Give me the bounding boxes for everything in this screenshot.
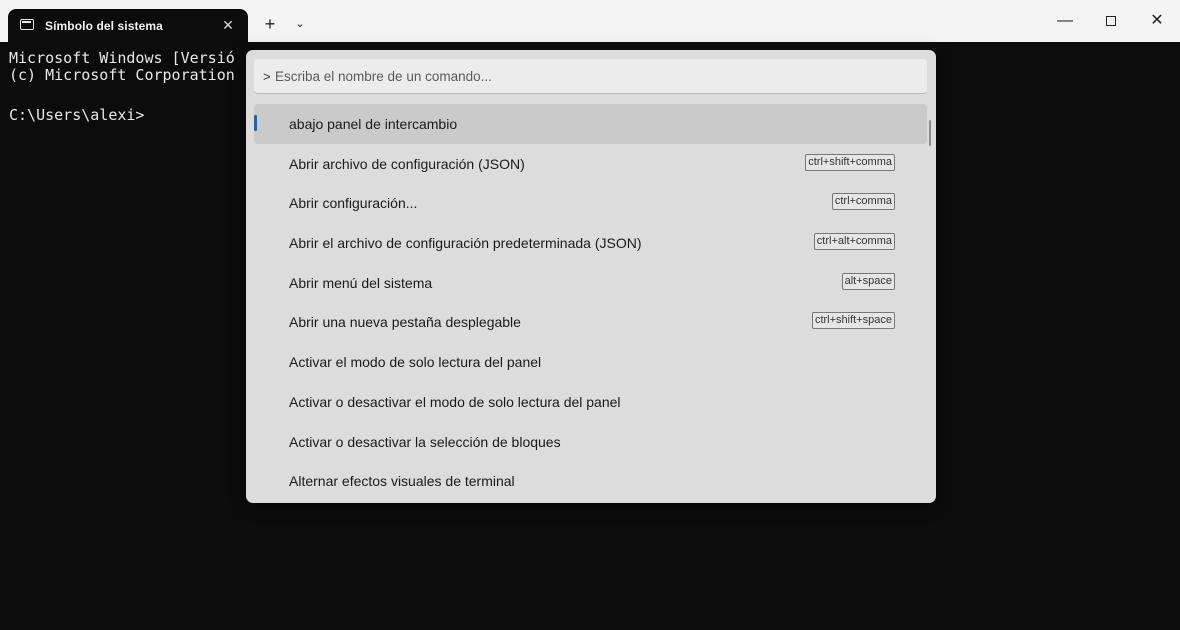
minimize-button[interactable]: — xyxy=(1057,12,1073,29)
command-item[interactable] xyxy=(254,144,927,184)
shortcut-badge: ctrl+alt+comma xyxy=(814,233,895,250)
command-label: Abrir una nueva pestaña desplegable xyxy=(289,314,521,331)
terminal-line: Microsoft Windows [Versió xyxy=(9,49,235,67)
tab-simbolo-del-sistema[interactable] xyxy=(8,9,248,42)
command-label: abajo panel de intercambio xyxy=(289,116,458,132)
command-item[interactable] xyxy=(254,422,927,462)
terminal-line: (c) Microsoft Corporation xyxy=(9,66,235,84)
command-palette xyxy=(246,50,936,503)
tab-close-icon[interactable]: ✕ xyxy=(222,17,234,33)
command-label: Abrir configuración... xyxy=(289,195,418,212)
command-search-box xyxy=(254,59,927,94)
terminal-prompt: C:\Users\alexi> xyxy=(9,106,145,124)
tab-title: Símbolo del sistema xyxy=(45,19,163,33)
command-label: Alternar efectos visuales de terminal xyxy=(289,473,515,490)
maximize-button[interactable] xyxy=(1088,6,1134,36)
command-item[interactable] xyxy=(254,104,927,144)
command-label: Abrir el archivo de configuración predeterminada (JSON) xyxy=(289,235,642,252)
command-item[interactable] xyxy=(254,342,927,382)
new-tab-button[interactable]: + xyxy=(264,14,276,34)
command-label: Activar o desactivar el modo de solo lectura del panel xyxy=(289,393,621,410)
close-window-button[interactable]: ✕ xyxy=(1150,12,1164,29)
command-item[interactable] xyxy=(254,461,927,501)
tab-dropdown-button[interactable]: ⌄ xyxy=(295,18,305,30)
title-bar xyxy=(0,0,1180,42)
command-label: Abrir menú del sistema xyxy=(289,274,433,291)
maximize-icon xyxy=(1106,16,1116,26)
command-item[interactable] xyxy=(254,382,927,422)
command-list xyxy=(254,104,927,503)
shortcut-badge: ctrl+comma xyxy=(832,193,895,210)
command-list-scrollbar[interactable] xyxy=(929,120,931,146)
command-search-input[interactable] xyxy=(273,59,917,94)
command-item[interactable] xyxy=(254,223,927,263)
command-label: Abrir archivo de configuración (JSON) xyxy=(289,155,525,172)
command-label: Activar o desactivar la selección de bloques xyxy=(289,433,561,450)
shortcut-badge: ctrl+shift+space xyxy=(812,312,895,329)
selection-indicator xyxy=(254,115,257,131)
command-label: Activar el modo de solo lectura del panel xyxy=(289,354,542,371)
search-prefix: > xyxy=(263,69,271,84)
shortcut-badge: ctrl+shift+comma xyxy=(805,154,895,171)
terminal-icon xyxy=(20,19,34,30)
command-item[interactable] xyxy=(254,183,927,223)
shortcut-badge: alt+space xyxy=(842,273,895,290)
command-item[interactable] xyxy=(254,302,927,342)
command-item[interactable] xyxy=(254,263,927,303)
